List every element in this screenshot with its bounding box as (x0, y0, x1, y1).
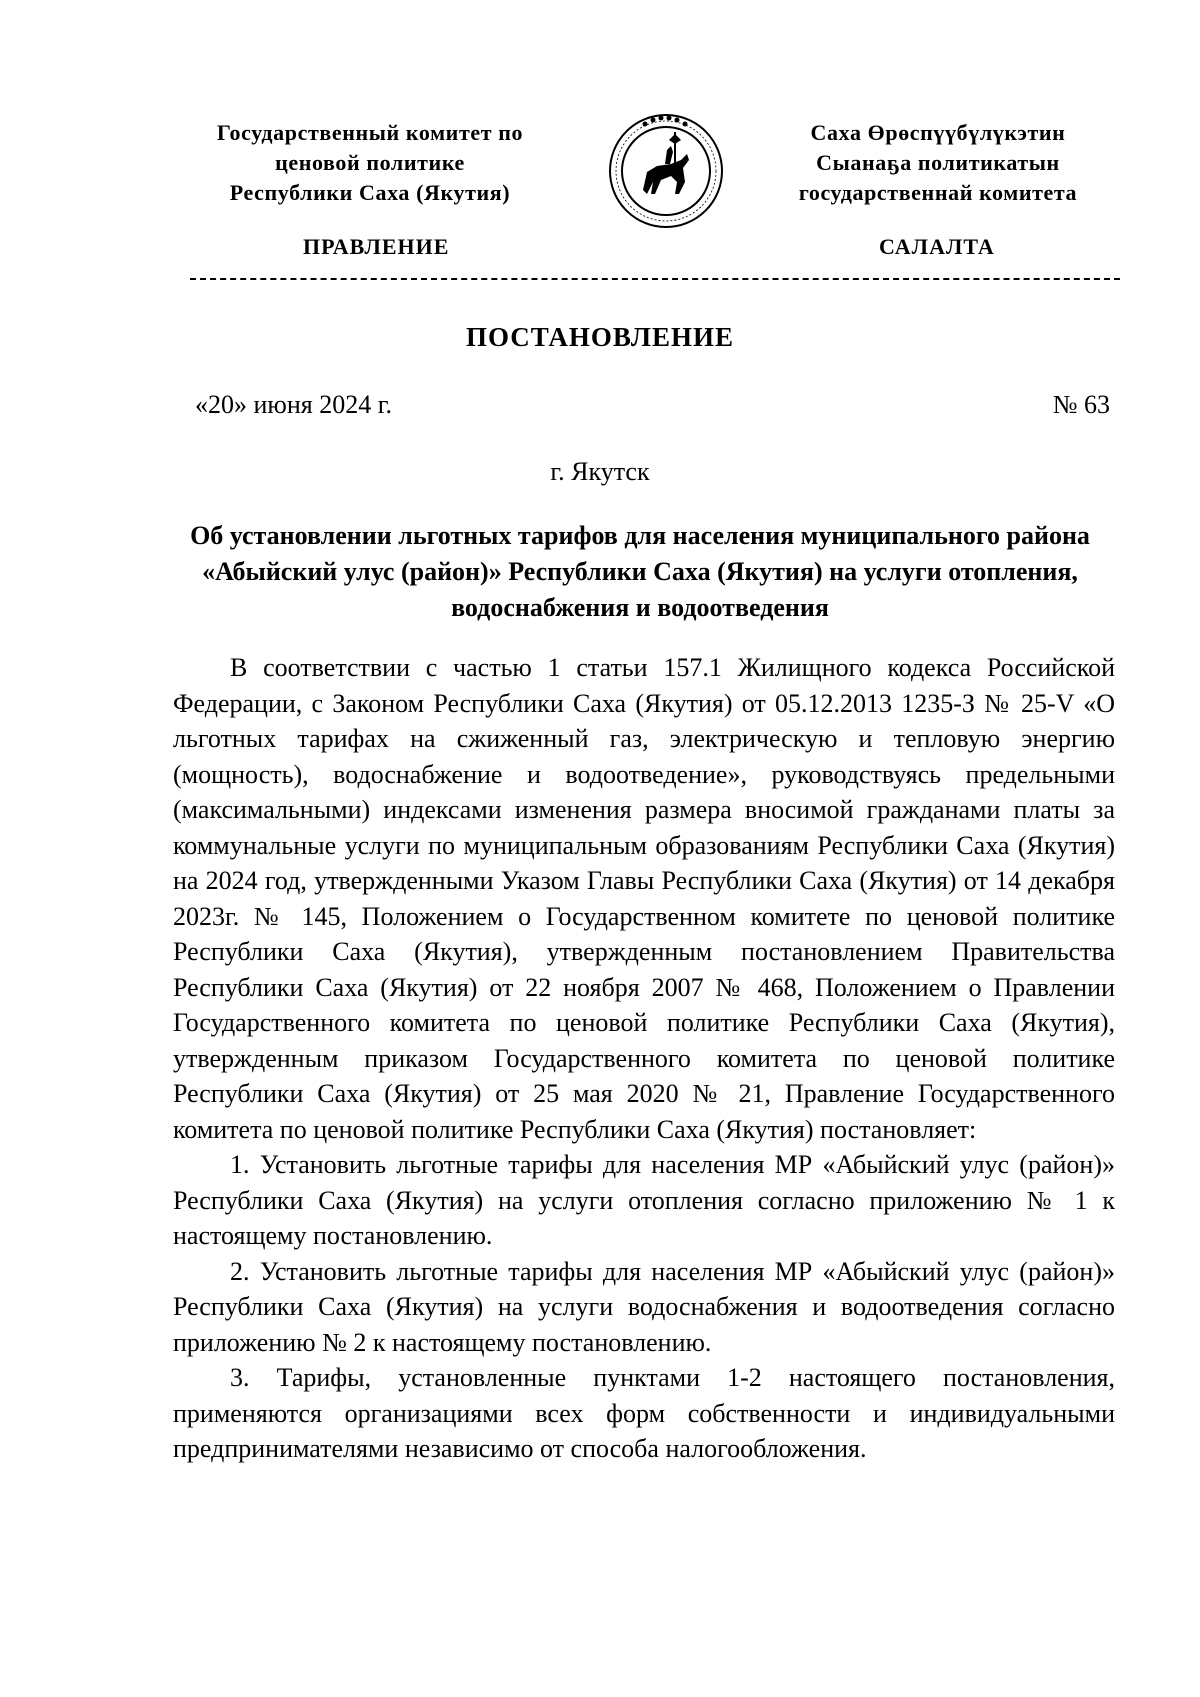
document-title: ПОСТАНОВЛЕНИЕ (465, 322, 735, 352)
document-city: г. Якутск (550, 457, 650, 486)
header-divider (190, 278, 1120, 280)
document-body (173, 650, 1115, 1467)
committee-name-line: ценовой политике (275, 150, 465, 175)
document-subject: Об установлении льготных тарифов для населения муниципального района «Абыйский улус (район)» Республики Саха (Якутия) на услуги отопления, водоснабжения и водоотведения (190, 521, 1090, 622)
resolution-item: 2. Установить льготные тарифы для населения МР «Абыйский улус (район)» Республики Саха (Якутия) на услуги водоснабжения и водоотведения согласно приложению № 2 к настоящему постановлению. (173, 1256, 1115, 1357)
committee-name-line: Республики Саха (Якутия) (229, 180, 511, 205)
document-date: «20» июня 2024 г. (195, 390, 392, 419)
committee-name-line: государственнай комитета (798, 180, 1078, 205)
committee-name-line: Государственный комитет по (216, 120, 524, 145)
board-label-yakut: САЛАЛТА (879, 234, 995, 259)
document-number: № 63 (1052, 390, 1110, 419)
coat-of-arms-icon (605, 110, 727, 232)
resolution-item: 1. Установить льготные тарифы для населения МР «Абыйский улус (район)» Республики Саха (Якутия) на услуги отопления согласно приложению № 1 к настоящему постановлению. (173, 1150, 1115, 1250)
preamble-paragraph: В соответствии с частью 1 статьи 157.1 Жилищного кодекса Российской Федерации, с Законом Республики Саха (Якутия) от 05.12.2013 1235-З № 25-V «О льготных тарифах на сжиженный газ, электрическую и тепловую энергию (мощность), водоснабжение и водоотведение», руководствуясь предельными (максимальными) индексами изменения размера вносимой гражданами платы за коммунальные услуги по муниципальным образованиям Республики Саха (Якутия) на 2024 год, утвержденными Указом Главы Республики Саха (Якутия) от 14 декабря 2023г. № 145, Положением о Государственном комитете по ценовой политике Республики Саха (Якутия), утвержденным постановлением Правительства Республики Саха (Якутия) от 22 ноября 2007 № 468, Положением о Правлении Государственного комитета по ценовой политике Республики Саха (Якутия), утвержденным приказом Государственного комитета по ценовой политике Республики Саха (Якутия) от 25 мая 2020 № 21, Правление Государственного комитета по ценовой политике Республики Саха (Якутия) постановляет: (173, 653, 1115, 1144)
committee-name-yakut (758, 118, 1118, 208)
resolution-item: 3. Тарифы, установленные пунктами 1-2 настоящего постановления, применяются организациями всех форм собственности и индивидуальными предпринимателями независимо от способа налогообложения. (173, 1363, 1115, 1463)
committee-name-line: Саха Өрөспүүбүлүкэтин (810, 120, 1066, 145)
committee-name-russian (190, 118, 550, 208)
committee-name-line: Сыанаҕа политикатын (816, 150, 1060, 175)
board-label-russian: ПРАВЛЕНИЕ (303, 234, 450, 259)
